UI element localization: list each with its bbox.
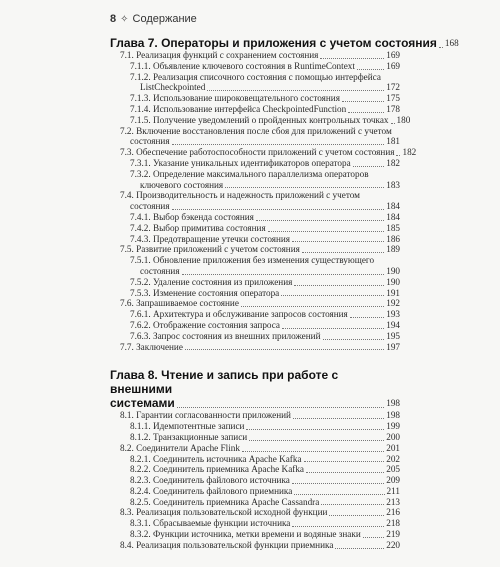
- toc-entry-title: 7.5.2. Удаление состояния из приложения: [130, 276, 293, 287]
- page-ref: 185: [386, 222, 400, 233]
- dot-leader: [321, 504, 384, 505]
- page-ref: 198: [386, 410, 400, 421]
- toc-entry: [110, 147, 417, 158]
- toc-entry: [110, 529, 400, 540]
- toc-entry: [110, 50, 400, 61]
- toc-entry-title: 7.6.3. Запрос состояния из внешних приложений: [130, 330, 321, 341]
- table-of-contents: [110, 36, 459, 567]
- page-ref: 190: [386, 265, 400, 276]
- toc-entry: [110, 201, 400, 212]
- toc-entry: [110, 93, 400, 104]
- dot-leader: [363, 537, 384, 538]
- toc-entry-title: состояния: [130, 201, 170, 212]
- toc-entry-title: 7.3.1. Указание уникальных идентификаторов оператора: [130, 157, 351, 168]
- page-ref: 181: [386, 136, 400, 147]
- toc-entry: [110, 180, 400, 191]
- toc-entry: [110, 410, 400, 421]
- dot-leader: [350, 317, 384, 318]
- page-ref: 205: [386, 464, 400, 475]
- page-ref: 186: [386, 233, 400, 244]
- page-ref: 193: [386, 309, 400, 320]
- page-ref: 200: [386, 431, 400, 442]
- toc-entry-title: 7.3. Обеспечение работоспособности приложений с учетом состояния: [120, 147, 395, 158]
- toc-entry: [110, 486, 400, 497]
- toc-entry-line: 7.2. Включение восстановления после сбоя для приложений с учетом: [120, 125, 392, 136]
- toc-entry-title: 7.1.3. Использование широковещательного состояния: [130, 93, 340, 104]
- toc-entry: [110, 507, 400, 518]
- chapter-title-row: [110, 396, 400, 410]
- dot-leader: [323, 339, 385, 340]
- page-ref: 169: [386, 60, 400, 71]
- dot-leader: [268, 231, 385, 232]
- dot-leader: [342, 101, 384, 102]
- toc-entry-title: 8.2.2. Соединитель приемника Apache Kafka: [130, 464, 304, 475]
- dot-leader: [292, 483, 384, 484]
- toc-entry-title: ListCheckpointed: [140, 82, 206, 93]
- toc-entry-title: 8.2.5. Соединитель приемника Apache Cassandra: [130, 496, 320, 507]
- page-number: 8: [110, 13, 117, 25]
- page-ref: 184: [386, 211, 400, 222]
- page-ref: 168: [444, 38, 459, 48]
- toc-entry-title: 7.4.2. Выбор примитива состояния: [130, 222, 266, 233]
- toc-entry-title: 7.6. Запрашиваемое состояние: [120, 298, 239, 309]
- toc-entry-line: 7.1.2. Реализация списочного состояния с помощью интерфейса: [130, 71, 381, 82]
- toc-entry: [110, 432, 400, 443]
- dot-leader: [391, 123, 395, 124]
- page-ref: 180: [396, 114, 411, 125]
- page-ref: 191: [386, 287, 400, 298]
- toc-entry-title: 8.2. Соединители Apache Flink: [120, 442, 240, 453]
- chapter-title-continuation: системами: [110, 396, 175, 411]
- toc-entry: [110, 298, 400, 309]
- toc-entry: [110, 82, 400, 93]
- toc-entry-title: 7.1. Реализация функций с сохранением состояния: [120, 50, 319, 60]
- page-ref: 178: [386, 103, 400, 114]
- page-ref: 209: [386, 475, 400, 486]
- page-ref: 183: [386, 179, 400, 190]
- dot-leader: [292, 526, 384, 527]
- toc-entry-title: состояния: [140, 265, 180, 276]
- dot-leader: [172, 209, 385, 210]
- dot-leader: [282, 328, 384, 329]
- toc-entry: [110, 540, 400, 551]
- toc-entry-title: 8.2.3. Соединитель файлового источника: [130, 475, 290, 486]
- dot-leader: [241, 306, 384, 307]
- page-ref: 192: [386, 298, 400, 309]
- toc-entry-title: 7.7. Заключение: [120, 341, 183, 352]
- page-ref: 172: [386, 82, 400, 93]
- dot-leader: [294, 494, 384, 495]
- toc-entry-line: 7.3.2. Определение максимального параллелизма операторов: [130, 168, 369, 179]
- toc-entry: [110, 475, 400, 486]
- toc-entry: [110, 158, 400, 169]
- toc-entry: [110, 223, 400, 234]
- dot-leader: [177, 407, 384, 408]
- toc-entry: [110, 320, 400, 331]
- dot-leader: [335, 548, 384, 549]
- page-ref: 201: [386, 442, 400, 453]
- toc-entry: [110, 497, 400, 508]
- toc-entry-title: 7.6.1. Архитектура и обслуживание запросов состояния: [130, 309, 348, 320]
- toc-entry-title: ключевого состояния: [140, 179, 224, 190]
- toc-entry-title: 8.4. Реализация пользовательской функции приемника: [120, 539, 334, 550]
- page-ref: 216: [386, 507, 400, 518]
- chapter-block: [110, 368, 400, 550]
- toc-entry: [110, 212, 400, 223]
- page-ref: 220: [386, 539, 400, 550]
- dot-leader: [329, 515, 384, 516]
- page-ref: 198: [386, 398, 400, 409]
- dot-leader: [396, 155, 400, 156]
- dot-leader: [207, 90, 384, 91]
- page-ref: 202: [386, 453, 400, 464]
- toc-entry-title: 7.1.1. Объявление ключевого состояния в RuntimeContext: [130, 60, 355, 71]
- chapter-title-row: [110, 36, 459, 50]
- toc-entry: [110, 464, 400, 475]
- dot-leader: [348, 112, 384, 113]
- dot-leader: [302, 252, 384, 253]
- dot-leader: [256, 220, 384, 221]
- chapter-title: Глава 8. Чтение и запись при работе с внешними: [110, 368, 339, 397]
- page-ref: 194: [386, 319, 400, 330]
- toc-entry: [110, 277, 400, 288]
- toc-entry: [110, 114, 411, 126]
- toc-entry-line: 7.5.1. Обновление приложения без изменения существующего: [130, 255, 375, 266]
- page-ref: 197: [386, 341, 400, 352]
- dot-leader: [242, 451, 384, 452]
- page-ref: 190: [386, 276, 400, 287]
- toc-entry-title: 7.4.3. Предотвращение утечки состояния: [130, 233, 291, 244]
- page-ref: 175: [386, 93, 400, 104]
- page-ref: 211: [386, 485, 400, 496]
- toc-entry: [110, 518, 400, 529]
- dot-leader: [353, 166, 385, 167]
- dot-leader: [292, 241, 384, 242]
- dot-leader: [439, 47, 443, 48]
- toc-entry-title: 8.2.1. Соединитель источника Apache Kafka: [130, 453, 302, 464]
- toc-entry: [110, 61, 400, 72]
- toc-entry-line: 7.4. Производительность и надежность приложений с учетом: [120, 190, 360, 201]
- toc-entry: [110, 266, 400, 277]
- toc-entry: [110, 421, 400, 432]
- page-ref: 182: [402, 147, 417, 158]
- toc-entry: [110, 331, 400, 342]
- dot-leader: [304, 461, 385, 462]
- dot-leader: [246, 429, 384, 430]
- toc-entry-title: 8.2.4. Соединитель файлового приемника: [130, 485, 293, 496]
- dot-leader: [281, 295, 384, 296]
- dot-leader: [294, 285, 384, 286]
- toc-entry: [110, 244, 400, 255]
- dot-leader: [357, 69, 384, 70]
- toc-entry: [110, 342, 400, 353]
- page-ref: 218: [386, 518, 400, 529]
- chapter-title: Глава 7. Операторы и приложения с учетом состояния: [110, 36, 437, 50]
- toc-entry: [110, 104, 400, 115]
- page-ref: 189: [386, 244, 400, 255]
- toc-entry: [110, 443, 400, 454]
- dot-leader: [225, 187, 384, 188]
- toc-entry-title: состояния: [130, 136, 170, 147]
- dot-leader: [182, 274, 385, 275]
- toc-entry-title: 7.1.5. Получение уведомлений о пройденных контрольных точках: [130, 114, 389, 125]
- toc-entry-title: 8.3. Реализация пользовательской исходной функции: [120, 507, 328, 518]
- toc-entry: [110, 136, 400, 147]
- toc-entry-title: 8.3.1. Сбрасываемые функции источника: [130, 518, 291, 529]
- ornament-icon: ✧: [120, 13, 129, 25]
- toc-entry: [110, 454, 400, 465]
- running-header: [110, 13, 197, 25]
- page-ref: 199: [386, 421, 400, 432]
- toc-entry: [110, 234, 400, 245]
- page-ref: 219: [386, 529, 400, 540]
- dot-leader: [185, 349, 384, 350]
- toc-entry-title: 7.5. Развитие приложений с учетом состояния: [120, 244, 300, 255]
- toc-entry-title: 8.1.1. Идемпотентные записи: [130, 421, 245, 432]
- toc-entry-title: 8.1. Гарантии согласованности приложений: [120, 410, 291, 421]
- toc-entry: [110, 309, 400, 320]
- toc-entry-title: 7.6.2. Отображение состояния запроса: [130, 319, 281, 330]
- page-ref: 182: [386, 157, 400, 168]
- toc-entry-title: 8.3.2. Функции источника, метки времени и водяные знаки: [130, 529, 361, 540]
- toc-entry-title: 8.1.2. Транзакционные записи: [130, 431, 248, 442]
- dot-leader: [306, 472, 384, 473]
- page-ref: 195: [386, 330, 400, 341]
- dot-leader: [172, 144, 385, 145]
- dot-leader: [320, 58, 384, 59]
- page-ref: 213: [386, 496, 400, 507]
- page-ref: 169: [386, 50, 400, 60]
- running-title: Содержание: [132, 13, 197, 25]
- dot-leader: [249, 440, 384, 441]
- toc-entry: [110, 288, 400, 299]
- dot-leader: [293, 418, 384, 419]
- chapter-block: [110, 36, 459, 352]
- page-ref: 184: [386, 201, 400, 212]
- toc-entry-title: 7.5.3. Изменение состояния оператора: [130, 287, 280, 298]
- toc-entry-title: 7.1.4. Использование интерфейса CheckpointedFunction: [130, 103, 347, 114]
- toc-entry-title: 7.4.1. Выбор бэкенда состояния: [130, 211, 254, 222]
